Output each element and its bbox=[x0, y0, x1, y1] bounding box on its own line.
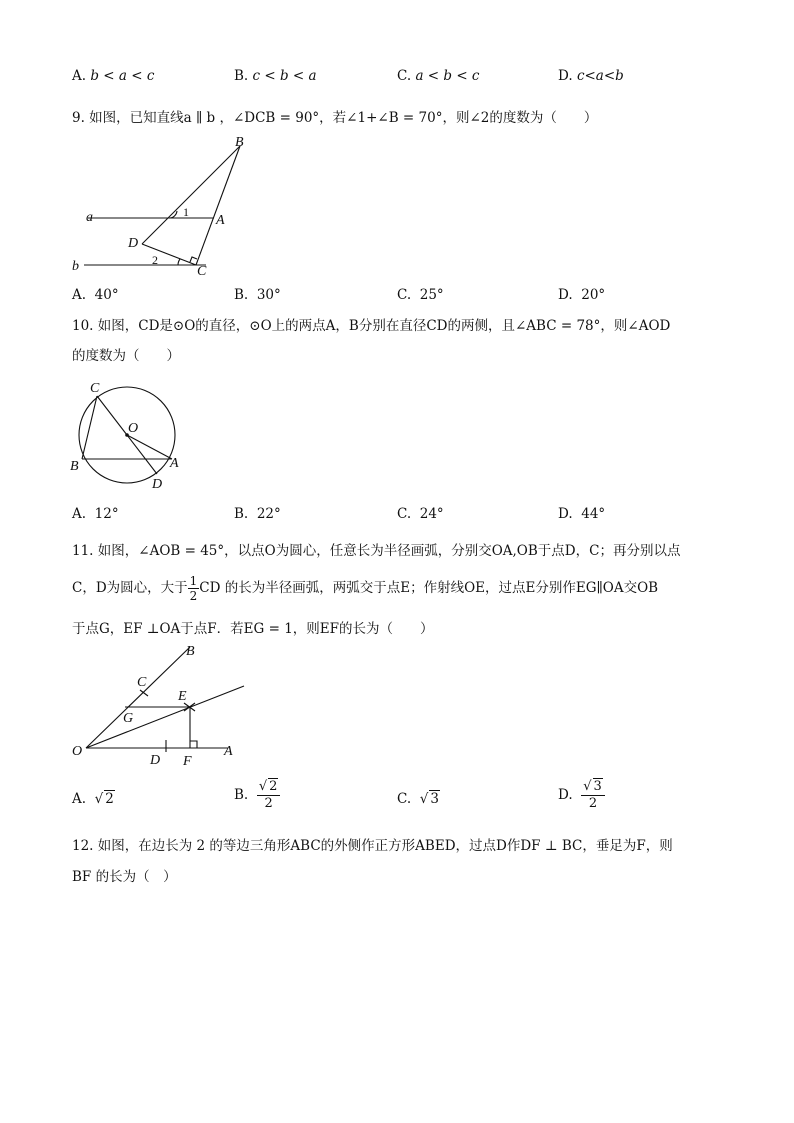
q9-figure bbox=[66, 132, 246, 282]
label-a: A bbox=[170, 456, 179, 471]
right-angle-mark bbox=[190, 741, 197, 748]
q9-option-a: A. 40° bbox=[72, 287, 119, 303]
q11-stem-line1: 11. 如图，∠AOB = 45°，以点O为圆心，任意长为半径画弧，分别交OA,OB于点D，C；再分别以点 bbox=[72, 543, 681, 559]
angle-2-arc bbox=[178, 259, 180, 265]
q10-option-b: B. 22° bbox=[234, 506, 281, 522]
label-b-point: B bbox=[235, 135, 244, 150]
ray-oe bbox=[86, 686, 244, 748]
fraction-one-half: $\frac{1}{2}$ bbox=[189, 574, 198, 603]
q11-figure bbox=[66, 640, 256, 772]
q9-option-c: C. 25° bbox=[397, 287, 444, 303]
q11-stem-line2: C，D为圆心，大于 $\frac{1}{2}$ CD 的长为半径画弧，两弧交于点E；作射线OE，过点E分别作EG∥OA交OB bbox=[72, 574, 659, 603]
segment-dc bbox=[142, 244, 196, 265]
right-angle-mark bbox=[190, 257, 197, 262]
label-o: O bbox=[128, 421, 139, 436]
label-a: A bbox=[224, 744, 233, 759]
label-b: B bbox=[70, 459, 79, 474]
q8-option-a: A. b < a < c bbox=[72, 68, 155, 84]
radius-oa bbox=[127, 435, 172, 459]
q10-option-c: C. 24° bbox=[397, 506, 444, 522]
label-e: E bbox=[178, 689, 187, 704]
label-line-a: a bbox=[86, 210, 93, 225]
q11-option-d: D. $\frac{√ 3}{2}$ bbox=[558, 778, 605, 812]
q12-stem-line1: 12. 如图，在边长为 2 的等边三角形ABC的外侧作正方形ABED，过点D作DF ⊥ BC，垂足为F，则 bbox=[72, 838, 673, 854]
q10-stem-line1: 10. 如图，CD是⊙O的直径，⊙O上的两点A，B分别在直径CD的两侧，且∠ABC = 78°，则∠AOD bbox=[72, 318, 671, 334]
segment-bd bbox=[142, 146, 240, 244]
q10-option-a: A. 12° bbox=[72, 506, 119, 522]
q11-option-a: A. √ 2 bbox=[72, 791, 114, 807]
label-d: D bbox=[152, 477, 163, 492]
q11-option-b: B. $\frac{√ 2}{2}$ bbox=[234, 778, 280, 812]
q12-stem-line2: BF 的长为（ ） bbox=[72, 869, 177, 885]
label-c: C bbox=[137, 675, 147, 690]
label-angle-2: 2 bbox=[152, 253, 158, 267]
label-c-point: C bbox=[197, 264, 207, 279]
label-d-point: D bbox=[128, 236, 139, 251]
q10-option-d: D. 44° bbox=[558, 506, 606, 522]
label-angle-1: 1 bbox=[183, 205, 189, 219]
q10-figure bbox=[64, 378, 194, 493]
label-c: C bbox=[90, 381, 100, 396]
label-f: F bbox=[183, 754, 192, 769]
label-d: D bbox=[150, 753, 161, 768]
label-a-point: A bbox=[216, 213, 225, 228]
q11-option-c: C. √ 3 bbox=[397, 791, 439, 807]
label-b: B bbox=[186, 644, 195, 659]
segment-bc bbox=[196, 146, 240, 265]
ray-ob bbox=[86, 647, 190, 748]
q9-option-d: D. 20° bbox=[558, 287, 606, 303]
q8-option-c: C. a < b < c bbox=[397, 68, 480, 84]
q8-option-b: B. c < b < a bbox=[234, 68, 317, 84]
q9-option-b: B. 30° bbox=[234, 287, 281, 303]
q9-stem: 9. 如图，已知直线a ∥ b ，∠DCB = 90°，若∠1+∠B = 70°，则∠2的度数为（ ） bbox=[72, 110, 598, 126]
label-g: G bbox=[123, 711, 134, 726]
q8-option-d: D. c<a<b bbox=[558, 68, 624, 84]
label-o: O bbox=[72, 744, 83, 759]
q11-stem-line3: 于点G，EF ⊥OA于点F．若EG = 1，则EF的长为（ ） bbox=[72, 621, 434, 637]
q10-stem-line2: 的度数为（ ） bbox=[72, 348, 180, 364]
label-line-b: b bbox=[72, 259, 79, 274]
